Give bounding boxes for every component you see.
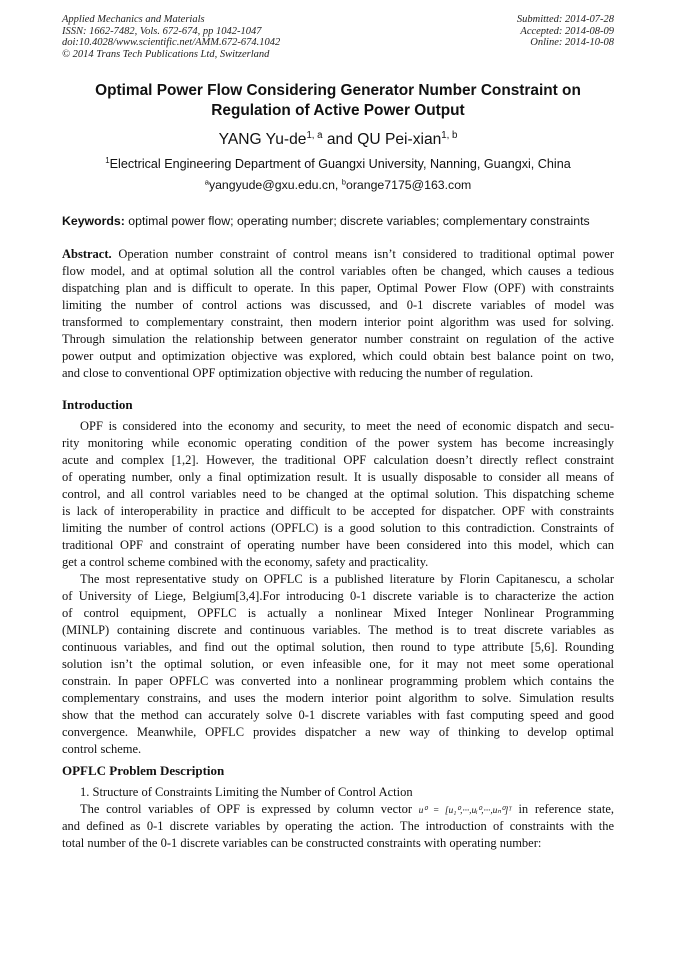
abstract-line: and close to conventional OPF optimization objective with reducing the number of regulation.	[62, 366, 534, 380]
paragraph-line: continuous variables, and find out the optimal solution, then round to type attribute [5,6]. Rounding	[62, 640, 614, 654]
abstract	[62, 246, 614, 382]
submitted-date: Submitted: 2014-07-28	[516, 14, 614, 25]
author-affiliation-mark: 1, a	[306, 130, 323, 142]
keywords	[62, 213, 614, 229]
paragraph-line: solution isn’t the optimal solution, or even infeasible one, for it may not meet some operational	[62, 657, 614, 671]
paragraph-line: OPF is considered into the economy and security, to meet the need of economic dispatch and secu-	[80, 419, 614, 433]
issn-line: ISSN: 1662-7482, Vols. 672-674, pp 1042-1047	[62, 25, 262, 37]
paragraph-line: complementary constrains, and uses the modern interior point algorithm to solve. Simulation results	[62, 691, 614, 705]
affiliation	[62, 156, 614, 172]
author-emails	[62, 177, 614, 193]
abstract-line	[62, 246, 614, 263]
dates-header	[517, 14, 614, 49]
paragraph-line: rity monitoring while economic operating condition of the power system has become increasingly	[62, 436, 614, 450]
accepted-date: Accepted: 2014-08-09	[520, 25, 614, 37]
paragraph-line: The most representative study on OPFLC is a published literature by Florin Capitanescu, a scholar	[80, 572, 614, 586]
email-mark: b	[341, 177, 346, 187]
paragraph-line: traditional OPF and constraint of operating number have been considered into this model, which can	[62, 538, 614, 552]
abstract-line: transformed to complementary constraint, then modern interior point algorithm was used for solving.	[62, 315, 614, 329]
paragraph-line: (MINLP) containing discrete and continuous variables. The method is to treat discrete variables as	[62, 623, 614, 637]
abstract-text: Operation number constraint of control means isn’t considered to traditional optimal power	[111, 247, 614, 261]
paragraph-line: constrain. In paper OPFLC was converted into a nonlinear programming problem which contains the	[62, 674, 614, 688]
paragraph-line: convergence. Meanwhile, OPFLC provides dispatcher a new way of thinking to develop optimal	[62, 725, 614, 739]
affiliation-text: Electrical Engineering Department of Guangxi University, Nanning, Guangxi, China	[109, 157, 571, 171]
keywords-text: optimal power flow; operating number; discrete variables; complementary constraints	[124, 214, 590, 228]
paragraph-line: of University of Liege, Belgium[3,4].For introducing 0-1 discrete variable is to characterize the action	[62, 589, 614, 603]
paragraph-line: control scheme.	[62, 742, 142, 756]
affiliation-mark: 1	[105, 156, 110, 166]
author-conjunction: and	[322, 131, 358, 148]
journal-name: Applied Mechanics and Materials	[62, 14, 205, 25]
paragraph-text: The control variables of OPF is expressed by column vector	[80, 802, 419, 816]
email-mark: a	[204, 177, 209, 187]
paragraph-line: and defined as 0-1 discrete variables by operating the action. The introduction of constraints with the	[62, 819, 614, 833]
author-name: YANG Yu-de	[218, 131, 307, 148]
opflc-body	[62, 784, 614, 852]
abstract-line: limiting the number of control actions was discussed, and 0-1 discrete variables of model was	[62, 298, 614, 312]
introduction-body	[62, 418, 614, 758]
paragraph-text: in reference state,	[511, 802, 614, 816]
title-line: Optimal Power Flow Considering Generator Number Constraint on	[95, 82, 581, 99]
abstract-line: dispatching plan and is difficult to operate. In this paper, Optimal Power Flow (OPF) with constraints	[62, 281, 614, 295]
paragraph-line: of control equipment, OPFLC is actually a nonlinear Mixed Integer Nonlinear Programming	[62, 606, 614, 620]
journal-header	[62, 14, 280, 60]
paragraph-line: control, and all control variables need to be changed at the optimal solution. This dispatching scheme	[62, 487, 614, 501]
paragraph-line	[62, 801, 614, 818]
paragraph-line: is lack of interoperability in practice and difficult to be accepted for dispatcher. OPF with constraints	[62, 504, 614, 518]
paper-title	[62, 81, 614, 120]
paragraph-line: of operating number, only a final optimization result. It is usually disposable to consider all means of	[62, 470, 614, 484]
abstract-line: power output and optimization objective was explored, which could obtain best balance point on two,	[62, 349, 614, 363]
abstract-label: Abstract.	[62, 247, 112, 261]
author-name: QU Pei-xian	[357, 131, 442, 148]
doi-line: doi:10.4028/www.scientific.net/AMM.672-674.1042	[62, 37, 281, 48]
paragraph-line: limiting the number of control actions (OPFLC) is a good solution to this contradiction. Constraints of	[62, 521, 614, 535]
section-heading-opflc: OPFLC Problem Description	[62, 763, 225, 778]
subsection-heading: 1. Structure of Constraints Limiting the Number of Control Action	[80, 785, 413, 799]
copyright-line: © 2014 Trans Tech Publications Ltd, Switzerland	[62, 48, 270, 60]
email-address: yangyude@gxu.edu.cn,	[208, 178, 342, 192]
keywords-label: Keywords:	[62, 214, 125, 228]
paragraph-line: acute and complex [1,2]. However, the traditional OPF calculation doesn’t directly reflect constraint	[62, 453, 614, 467]
online-date: Online: 2014-10-08	[530, 37, 614, 48]
paragraph-line: show that the method can accurately solve 0-1 discrete variables with fast computing speed and good	[62, 708, 614, 722]
title-line: Regulation of Active Power Output	[211, 101, 465, 119]
section-heading-introduction: Introduction	[62, 397, 133, 412]
abstract-line: flow model, and at optimal solution all the control variables often be changed, which causes a tedious	[62, 264, 614, 278]
paragraph-line: total number of the 0-1 discrete variables can be constructed constraints with operating number:	[62, 836, 542, 850]
author-affiliation-mark: 1, b	[441, 130, 458, 142]
abstract-line: Through simulation the relationship between generator number constraint on regulation of the active	[62, 332, 614, 346]
paragraph-line: get a control scheme combined with the economy, safety and practicality.	[62, 555, 429, 569]
email-address: orange7175@163.com	[345, 178, 472, 192]
control-vector-formula: u⁰ = [u₁⁰,···,uᵢ⁰,···,uₙ⁰]ᵀ	[418, 806, 512, 816]
author-list	[62, 130, 614, 150]
